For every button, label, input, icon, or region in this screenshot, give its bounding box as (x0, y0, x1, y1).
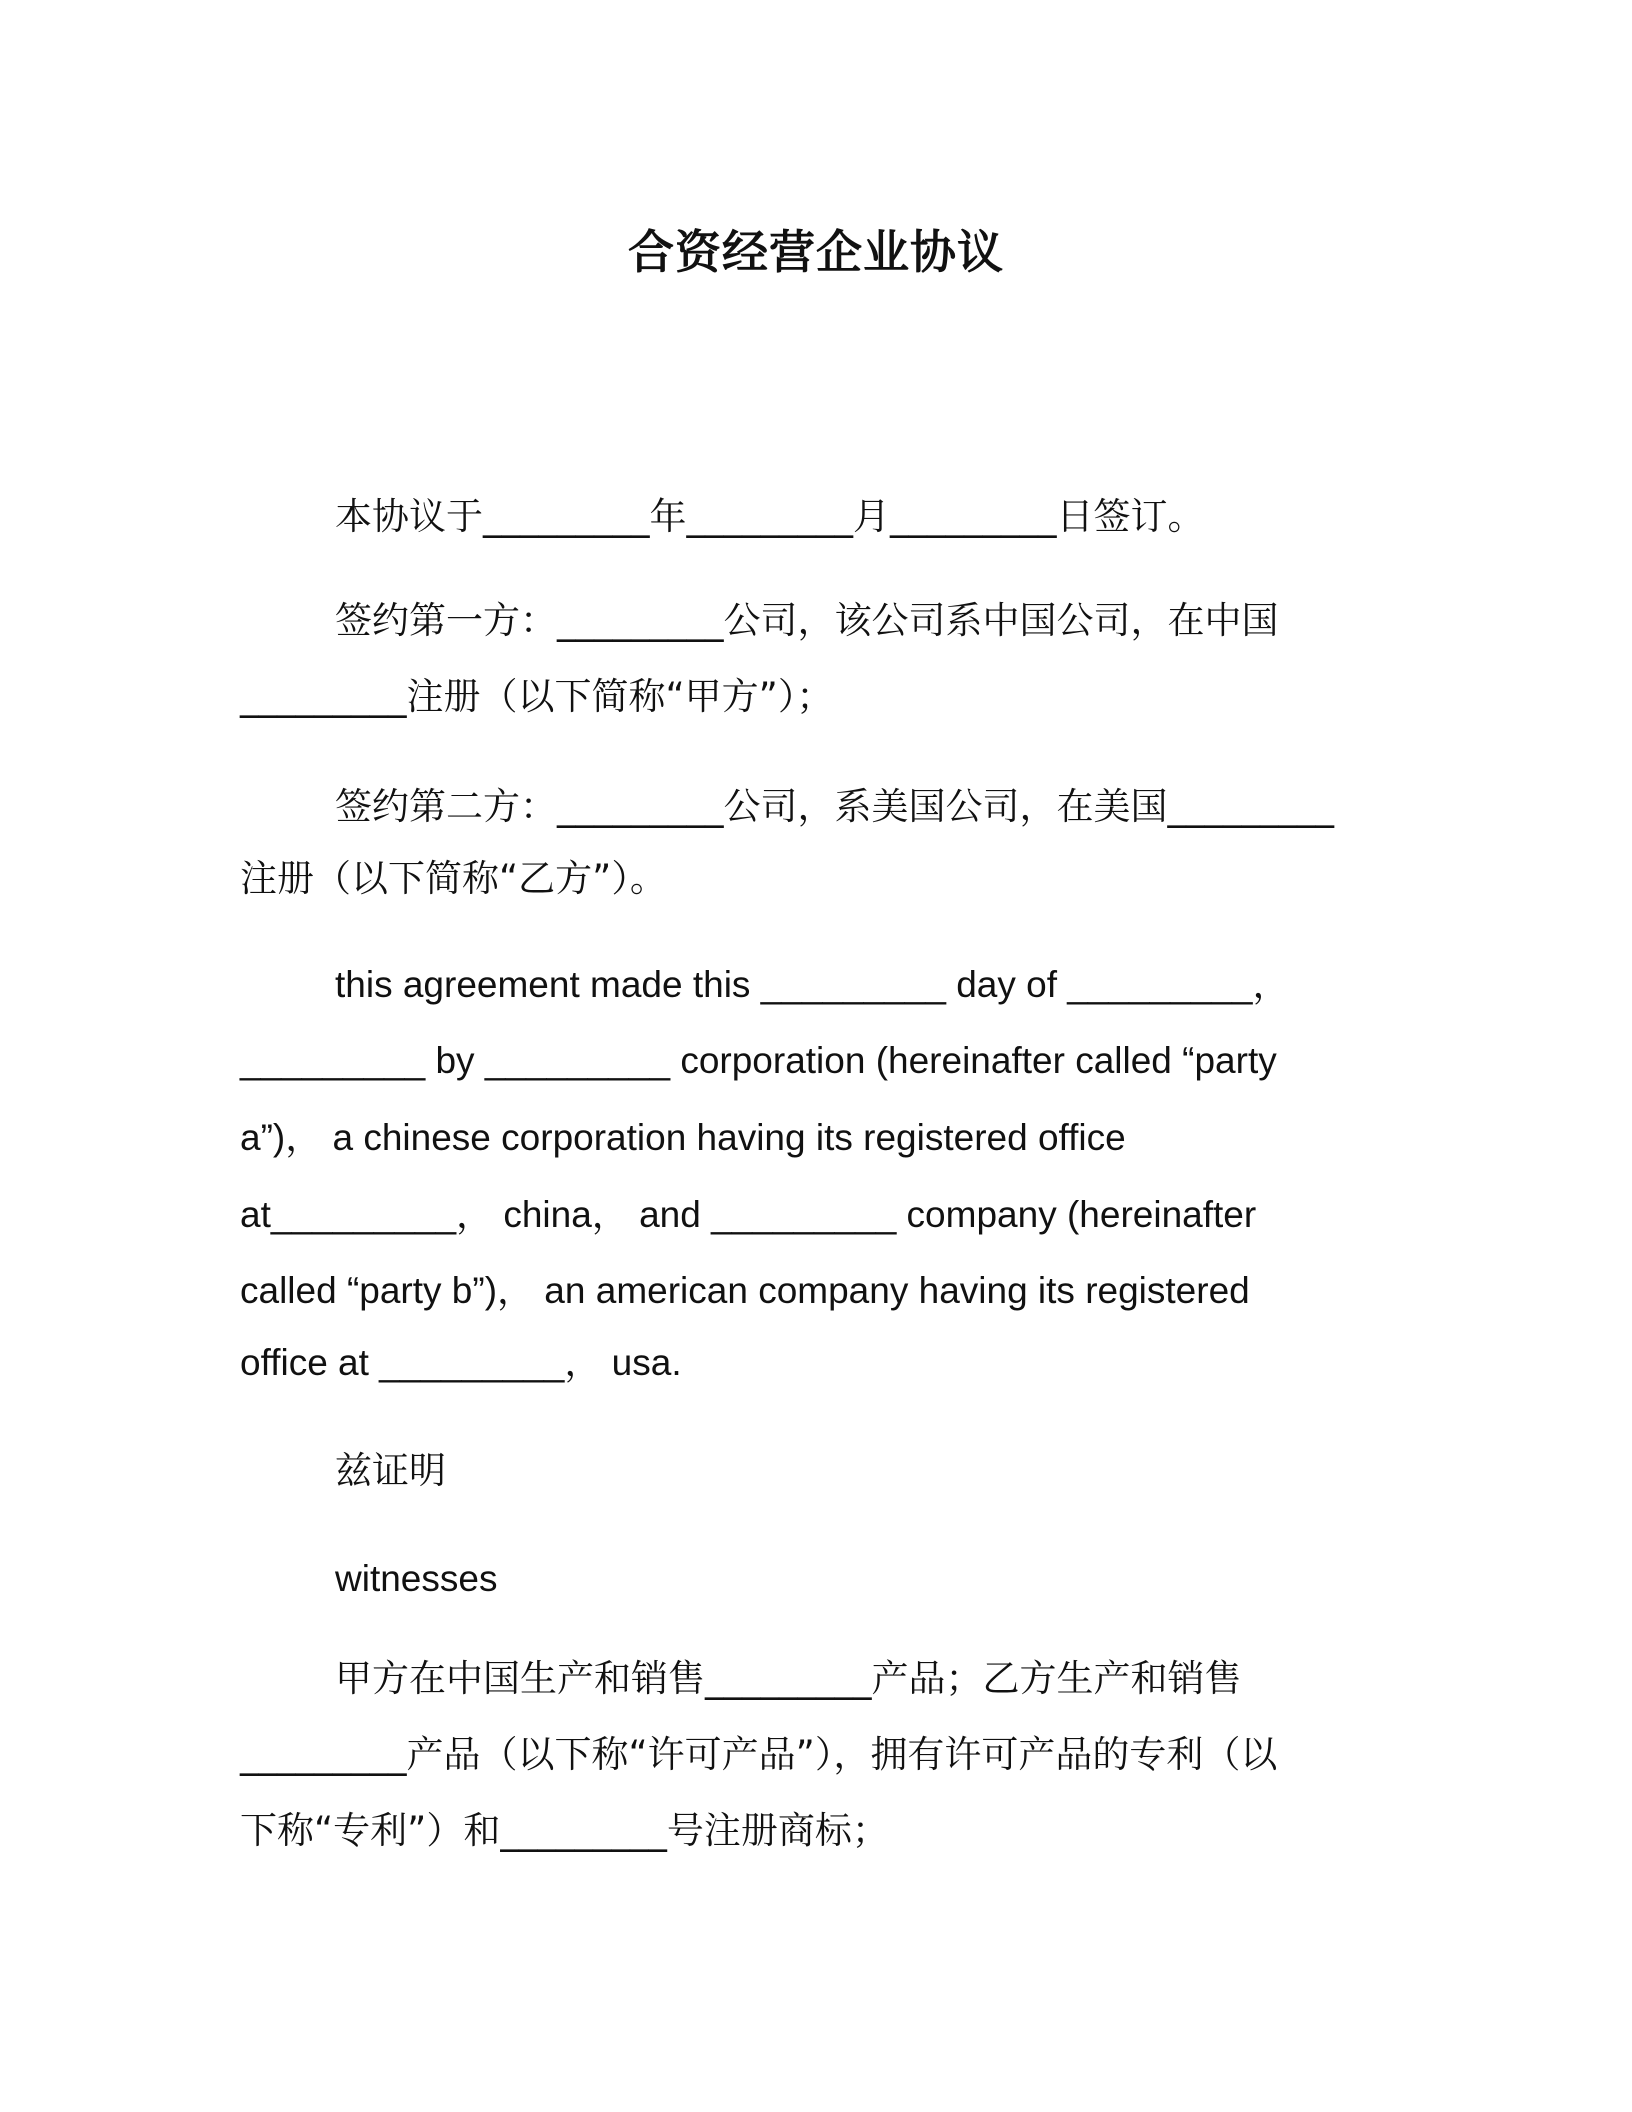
document-title: 合资经营企业协议 (628, 225, 1004, 279)
paragraph-line: witnesses (335, 1558, 498, 1599)
paragraph-line: at_________， china， and _________ company (hereinafter (240, 1194, 1257, 1235)
paragraph-witness-cn (240, 1446, 1390, 1496)
paragraph-line: 下称“专利”）和_________号注册商标； (240, 1809, 889, 1852)
paragraph-party-b-cn (240, 782, 1390, 904)
paragraph-line: _________产品（以下称“许可产品”），拥有许可产品的专利（以 (240, 1733, 1278, 1776)
paragraph-agreement-en (240, 960, 1390, 1388)
paragraph-line: _________注册（以下简称“甲方”）； (240, 675, 834, 718)
paragraph-line: 注册（以下简称“乙方”）。 (240, 857, 667, 900)
paragraph-line: office at _________， usa. (240, 1342, 682, 1383)
paragraph-line: 签约第二方：_________公司，系美国公司，在美国_________ (335, 785, 1334, 828)
paragraph-line: this agreement made this _________ day of _________， (335, 964, 1290, 1005)
paragraph-line: 甲方在中国生产和销售_________产品；乙方生产和销售 (335, 1657, 1242, 1700)
paragraph-date (240, 492, 1390, 542)
paragraph-line: _________ by _________ corporation (hereinafter called “party (240, 1040, 1277, 1081)
paragraph-witness-en (240, 1554, 1390, 1604)
paragraph-line: 本协议于_________年_________月_________日签订。 (335, 495, 1205, 538)
paragraph-line: 签约第一方：_________公司，该公司系中国公司，在中国 (335, 599, 1279, 642)
paragraph-party-a-cn (240, 596, 1390, 722)
paragraph-line: called “party b”)， an american company having its registered (240, 1270, 1250, 1311)
paragraph-line: 兹证明 (335, 1449, 446, 1492)
paragraph-line: a”)， a chinese corporation having its registered office (240, 1117, 1126, 1158)
paragraph-products (240, 1654, 1390, 1856)
